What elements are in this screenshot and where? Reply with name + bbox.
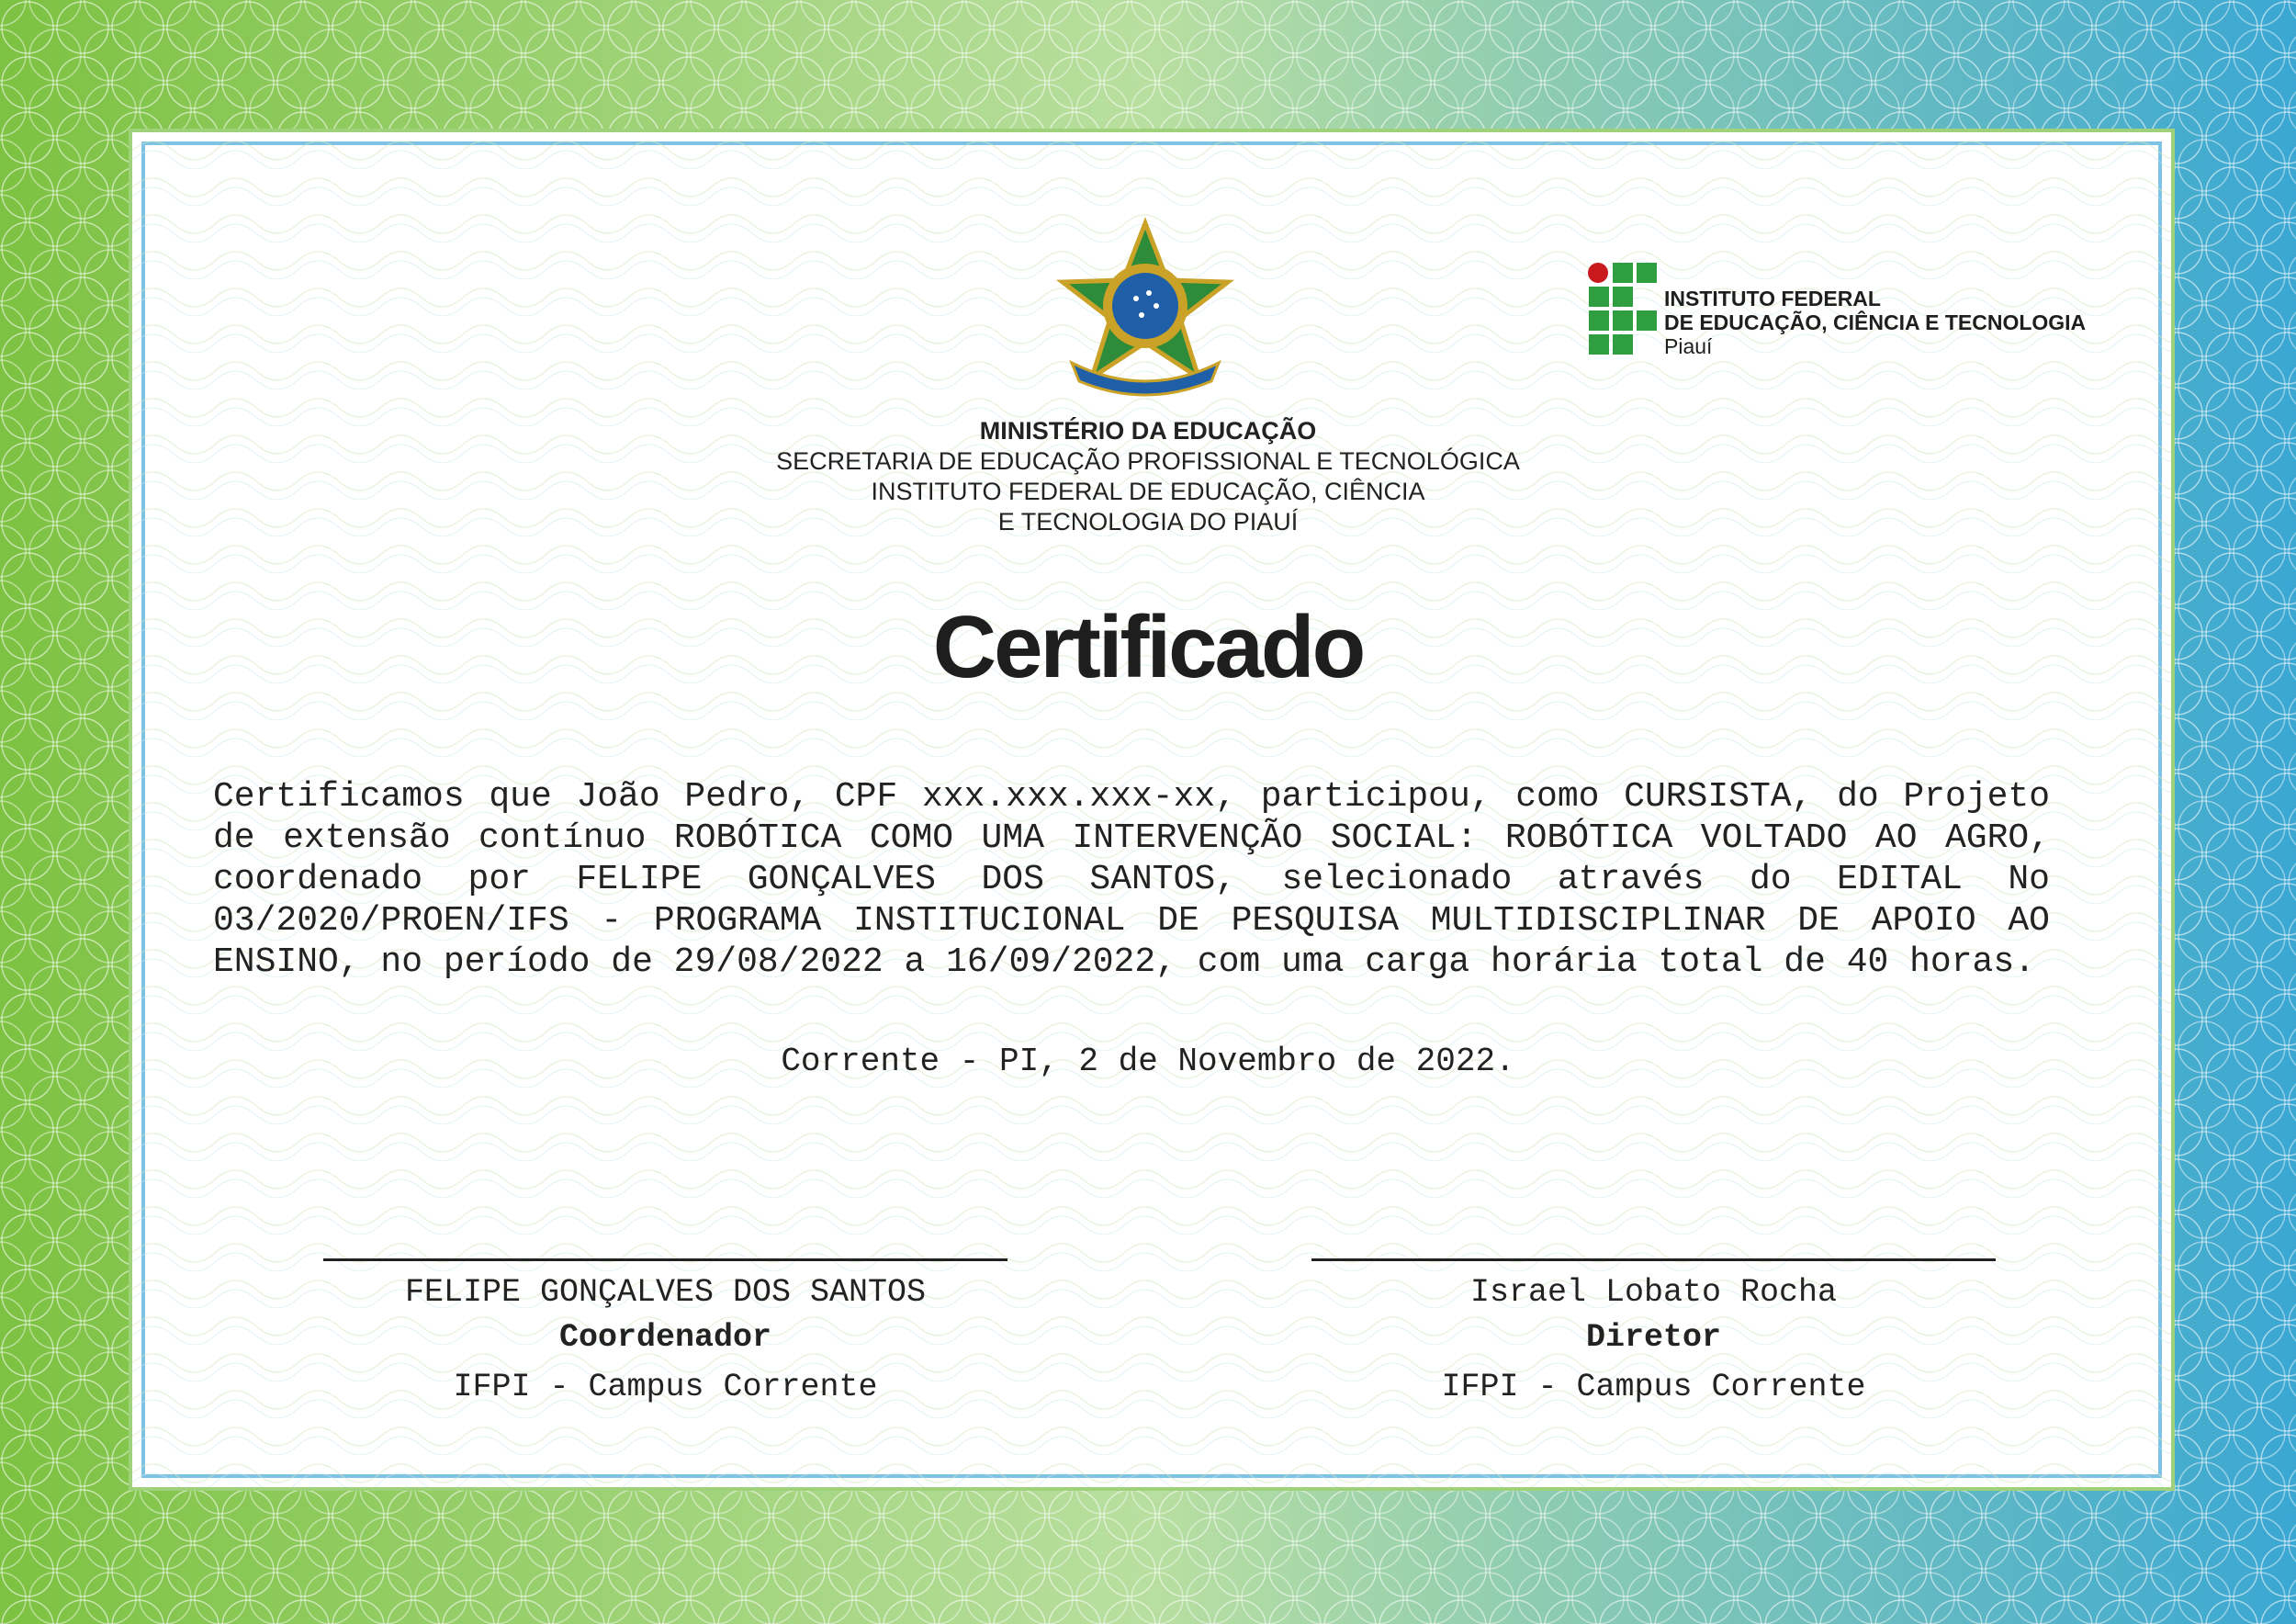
signature-line [1311,1258,1996,1261]
logo-line-1: INSTITUTO FEDERAL [1664,287,1881,310]
brazil-coat-of-arms-icon [1053,216,1237,400]
header-line-4: E TECNOLOGIA DO PIAUÍ [997,508,1299,536]
logo-line-3: Piauí [1664,334,1713,358]
signature-line [323,1258,1007,1261]
ifpi-logo-text [1664,287,2086,358]
signer-role: Coordenador [558,1319,772,1356]
header-line-3: INSTITUTO FEDERAL DE EDUCAÇÃO, CIÊNCIA [871,478,1425,505]
header-line-2: SECRETARIA DE EDUCAÇÃO PROFISSIONAL E TECNOLÓGICA [776,447,1520,475]
signer-name: FELIPE GONÇALVES DOS SANTOS [404,1274,927,1311]
signature-director [1311,1258,1996,1414]
signer-institution: IFPI - Campus Corrente [453,1369,878,1405]
logo-line-2: DE EDUCAÇÃO, CIÊNCIA E TECNOLOGIA [1664,310,2087,334]
institution-header [0,415,2296,537]
certificate-title: Certificado [932,598,1364,696]
signature-coordinator [323,1258,1007,1414]
signer-role: Diretor [1585,1319,1722,1356]
signer-name: Israel Lobato Rocha [1469,1274,1838,1311]
header-line-1: MINISTÉRIO DA EDUCAÇÃO [979,417,1317,445]
certificate-body: Certificamos que João Pedro, CPF xxx.xxx.xxx-xx, participou, como CURSISTA, do Projeto de extensão contínuo ROBÓTICA COMO UMA INTERVENÇÃO SOCIAL: ROBÓTICA VOLTADO AO AGRO, coordenado por FELIPE GONÇALVES DOS SANTOS, selecionado através do EDITAL No 03/2020/PROEN/IFS - PROGRAMA INSTITUCIONAL DE PESQUISA MULTIDISCIPLINAR DE APOIO AO ENSINO, no período de 29/08/2022 a 16/09/2022, com uma carga horária total de 40 horas. [213,777,2050,982]
certificate-date: Corrente - PI, 2 de Novembro de 2022. [781,1043,1515,1080]
signer-institution: IFPI - Campus Corrente [1441,1369,1866,1405]
